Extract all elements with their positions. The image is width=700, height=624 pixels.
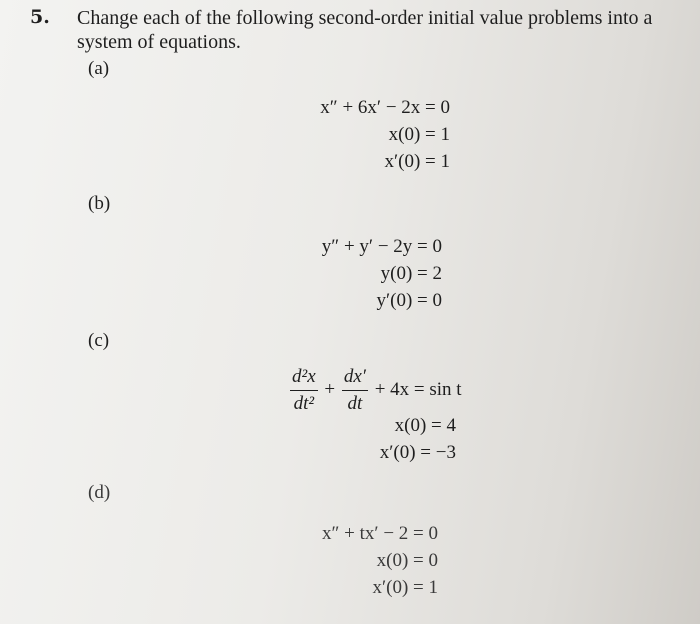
part-c-condition-2: x′(0) = −3 <box>379 442 456 463</box>
part-c-condition-1: x(0) = 4 <box>394 415 456 436</box>
part-a-equation: x″ + 6x′ − 2x = 0 <box>320 97 450 118</box>
fraction-numerator: d²x <box>290 366 318 391</box>
part-a-system <box>300 94 450 175</box>
part-a-label: (a) <box>88 58 110 79</box>
part-d-condition-2: x′(0) = 1 <box>372 577 438 598</box>
problem-prompt: Change each of the following second-order initial value problems into a system of equations. <box>77 7 653 53</box>
second-derivative-fraction <box>290 366 318 415</box>
fraction-denominator: dt² <box>293 393 315 414</box>
problem-number: 5. <box>30 6 50 28</box>
fraction-denominator: dt <box>347 393 363 414</box>
part-d-equation: x″ + tx′ − 2 = 0 <box>322 523 438 544</box>
part-d-label: (d) <box>88 482 111 503</box>
part-c-conditions <box>330 412 456 466</box>
plus-sign: + <box>324 378 336 400</box>
part-c-label: (c) <box>88 330 110 351</box>
part-b-condition-2: y′(0) = 0 <box>376 290 442 311</box>
equation-remainder: + 4x = sin t <box>374 378 462 400</box>
part-a-condition-2: x′(0) = 1 <box>384 151 450 172</box>
part-b-equation: y″ + y′ − 2y = 0 <box>321 236 442 257</box>
first-derivative-fraction <box>342 366 368 415</box>
part-d-system <box>300 520 438 601</box>
part-d-condition-1: x(0) = 0 <box>376 550 438 571</box>
part-a-condition-1: x(0) = 1 <box>388 124 450 145</box>
fraction-numerator: dx′ <box>342 366 368 391</box>
part-b-label: (b) <box>88 193 111 214</box>
part-b-system <box>300 233 442 314</box>
part-b-condition-1: y(0) = 2 <box>380 263 442 284</box>
part-c-equation <box>288 366 462 415</box>
